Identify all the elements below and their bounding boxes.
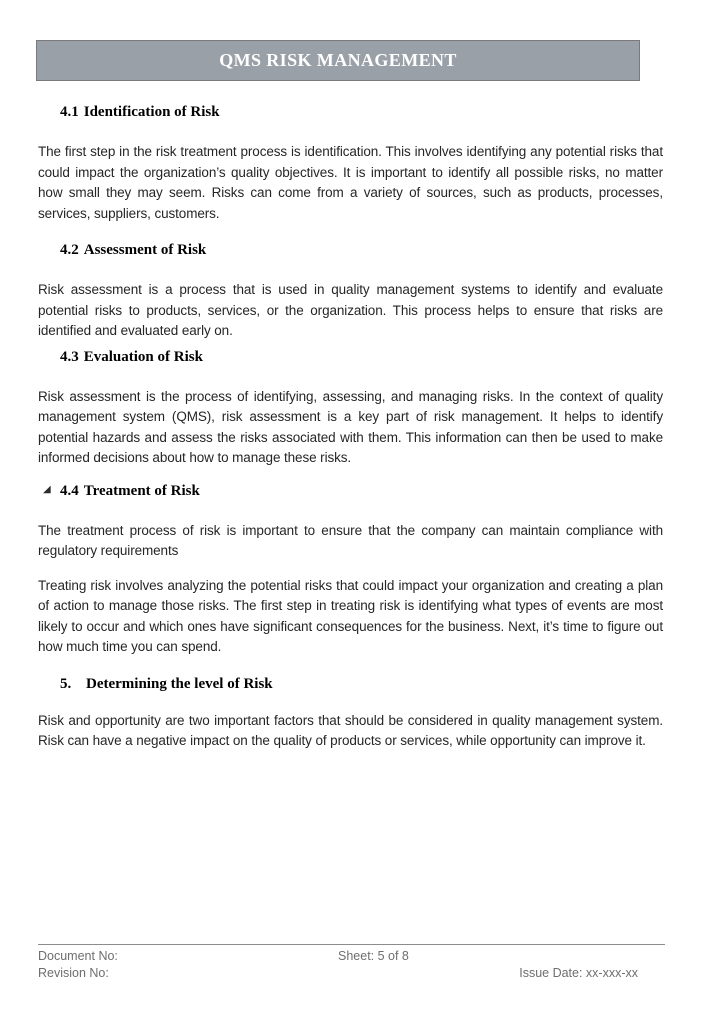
footer-row-1 bbox=[38, 948, 665, 965]
section-title: Treatment of Risk bbox=[83, 482, 200, 499]
section-number: 4.3 bbox=[60, 348, 79, 365]
paragraph: Risk and opportunity are two important factors that should be considered in quality management system. Risk can have a negative impact on the quality of products or services, while opportunity can improve it. bbox=[38, 712, 663, 748]
paragraph: Risk assessment is the process of identifying, assessing, and managing risks. In the context of quality management system (QMS), risk assessment is a key part of risk management. It helps to identify potential hazards and assess the risks associated with them. This information can then be used to make informed decisions about how to manage these risks. bbox=[38, 388, 663, 465]
section-number: 4.1 bbox=[60, 104, 79, 120]
section-heading-5 bbox=[38, 675, 663, 694]
page-footer bbox=[38, 944, 665, 982]
sheet-label: Sheet: 5 of 8 bbox=[338, 949, 409, 963]
document-no-label: Document No: bbox=[38, 949, 118, 963]
paragraph: The first step in the risk treatment process is identification. This involves identifying any potential risks that could impact the organization’s quality objectives. It is important to identify all possible risks, no matter how small they may seem. Risks can come from a variety of sources, such as products, processes, services, suppliers, customers. bbox=[38, 144, 663, 221]
paragraph: The treatment process of risk is important to ensure that the company can maintain compliance with regulatory requirements bbox=[38, 522, 663, 558]
section-title: Assessment of Risk bbox=[83, 242, 207, 258]
section-number: 4.2 bbox=[60, 242, 79, 258]
section-heading-4-2 bbox=[38, 241, 663, 260]
section-title: Determining the level of Risk bbox=[86, 675, 273, 692]
footer-divider bbox=[38, 944, 665, 945]
document-title-banner bbox=[36, 40, 640, 81]
collapse-triangle-icon[interactable]: ◢ bbox=[43, 483, 51, 495]
section-number: 5. bbox=[60, 675, 72, 692]
section-title: Identification of Risk bbox=[83, 104, 220, 120]
footer-row-2 bbox=[38, 965, 665, 982]
document-title: QMS RISK MANAGEMENT bbox=[219, 50, 457, 70]
revision-no-label: Revision No: bbox=[38, 966, 109, 980]
section-heading-4-1 bbox=[38, 103, 663, 122]
section-title: Evaluation of Risk bbox=[83, 348, 203, 365]
paragraph: Treating risk involves analyzing the potential risks that could impact your organization and creating a plan of action to manage those risks. The first step in treating risk is identifying what types of events are most likely to occur and which ones have significant consequences for the business. Next, it’s time to figure out how much time you can spend. bbox=[38, 577, 663, 654]
issue-date-label: Issue Date: xx-xxx-xx bbox=[519, 966, 638, 980]
section-number: 4.4 bbox=[60, 482, 79, 499]
section-heading-4-3 bbox=[38, 348, 663, 367]
section-heading-4-4 bbox=[38, 482, 663, 501]
paragraph: Risk assessment is a process that is used in quality management systems to identify and evaluate potential risks to products, services, or the organization. This process helps to ensure that risks are identified and evaluated early on. bbox=[38, 282, 663, 338]
